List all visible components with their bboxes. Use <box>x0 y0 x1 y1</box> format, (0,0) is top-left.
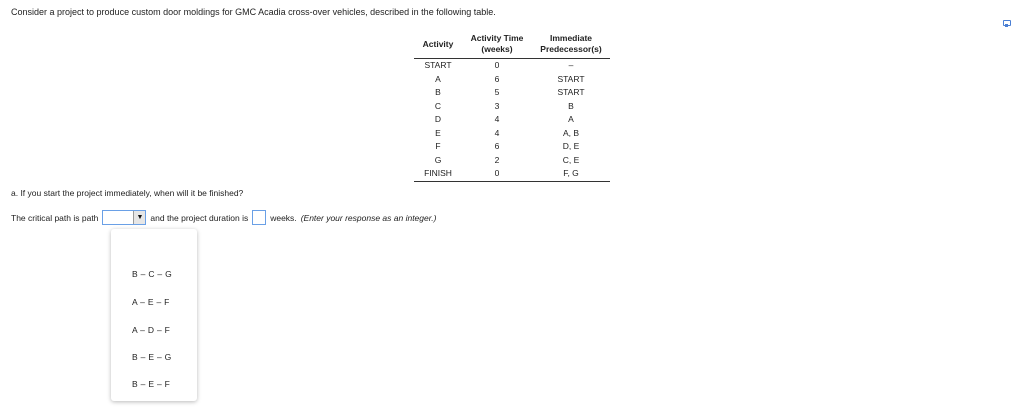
cell-activity: START <box>424 60 452 71</box>
question-text: a. If you start the project immediately, when will it be finished? <box>11 188 244 198</box>
table-row <box>414 127 610 141</box>
answer-line <box>11 210 436 225</box>
dropdown-option[interactable]: B – C – G <box>132 269 173 279</box>
header-activity-time <box>462 32 532 59</box>
table-row <box>414 73 610 87</box>
cell-predecessors: A <box>568 114 574 125</box>
header-time-line1: Activity Time <box>470 33 524 43</box>
cell-predecessors: F, G <box>532 167 610 181</box>
table-row <box>414 86 610 100</box>
cell-time: 2 <box>494 154 500 165</box>
critical-path-select[interactable] <box>102 210 146 225</box>
integer-hint: (Enter your response as an integer.) <box>300 212 437 223</box>
cell-predecessors: START <box>557 73 585 84</box>
cell-activity: G <box>434 154 442 165</box>
cell-time: 3 <box>494 100 500 111</box>
table-row <box>414 113 610 127</box>
header-predecessors <box>532 32 610 59</box>
cell-predecessors: A, B <box>562 127 580 138</box>
cell-activity: C <box>434 100 442 111</box>
cell-predecessors: D, E <box>562 141 580 152</box>
header-pred-line1: Immediate <box>549 33 593 43</box>
critical-path-label: The critical path is path <box>11 212 99 223</box>
problem-prompt: Consider a project to produce custom door moldings for GMC Acadia cross-over vehicles, described in the following table. <box>11 7 496 17</box>
cell-time: 6 <box>494 73 500 84</box>
cell-time: 4 <box>494 127 500 138</box>
activity-table <box>414 32 610 182</box>
dropdown-option[interactable]: A – D – F <box>132 325 171 335</box>
dropdown-option[interactable]: B – E – F <box>132 379 171 389</box>
table-row <box>414 167 610 181</box>
cell-activity: A <box>435 73 441 84</box>
cell-predecessors: – <box>568 60 574 71</box>
table-row <box>414 59 610 73</box>
triangle-down-icon[interactable]: ▼ <box>133 211 145 224</box>
header-activity: Activity <box>414 32 462 59</box>
dropdown-option[interactable]: B – E – G <box>132 352 172 362</box>
cell-activity: D <box>434 114 442 125</box>
cell-predecessors: START <box>557 87 585 98</box>
table-header-row <box>414 32 610 59</box>
cell-time: 4 <box>494 114 500 125</box>
cell-activity: F <box>435 141 441 152</box>
cell-activity: FINISH <box>414 167 462 181</box>
cell-activity: B <box>435 87 441 98</box>
table-row <box>414 100 610 114</box>
critical-path-dropdown <box>111 229 197 401</box>
duration-label: and the project duration is <box>150 212 249 223</box>
cell-predecessors: B <box>568 100 574 111</box>
cell-time: 0 <box>462 167 532 181</box>
dropdown-option[interactable]: A – E – F <box>132 297 170 307</box>
header-pred-line2: Predecessor(s) <box>540 44 602 54</box>
weeks-label: weeks. <box>270 212 297 223</box>
cell-time: 6 <box>494 141 500 152</box>
table-row <box>414 140 610 154</box>
cell-predecessors: C, E <box>562 154 580 165</box>
cell-time: 5 <box>494 87 500 98</box>
expand-window-icon[interactable] <box>1003 20 1011 26</box>
header-time-line2: (weeks) <box>481 44 513 54</box>
cell-activity: E <box>435 127 441 138</box>
cell-time: 0 <box>494 60 500 71</box>
table-row <box>414 154 610 168</box>
duration-input[interactable] <box>252 210 266 225</box>
